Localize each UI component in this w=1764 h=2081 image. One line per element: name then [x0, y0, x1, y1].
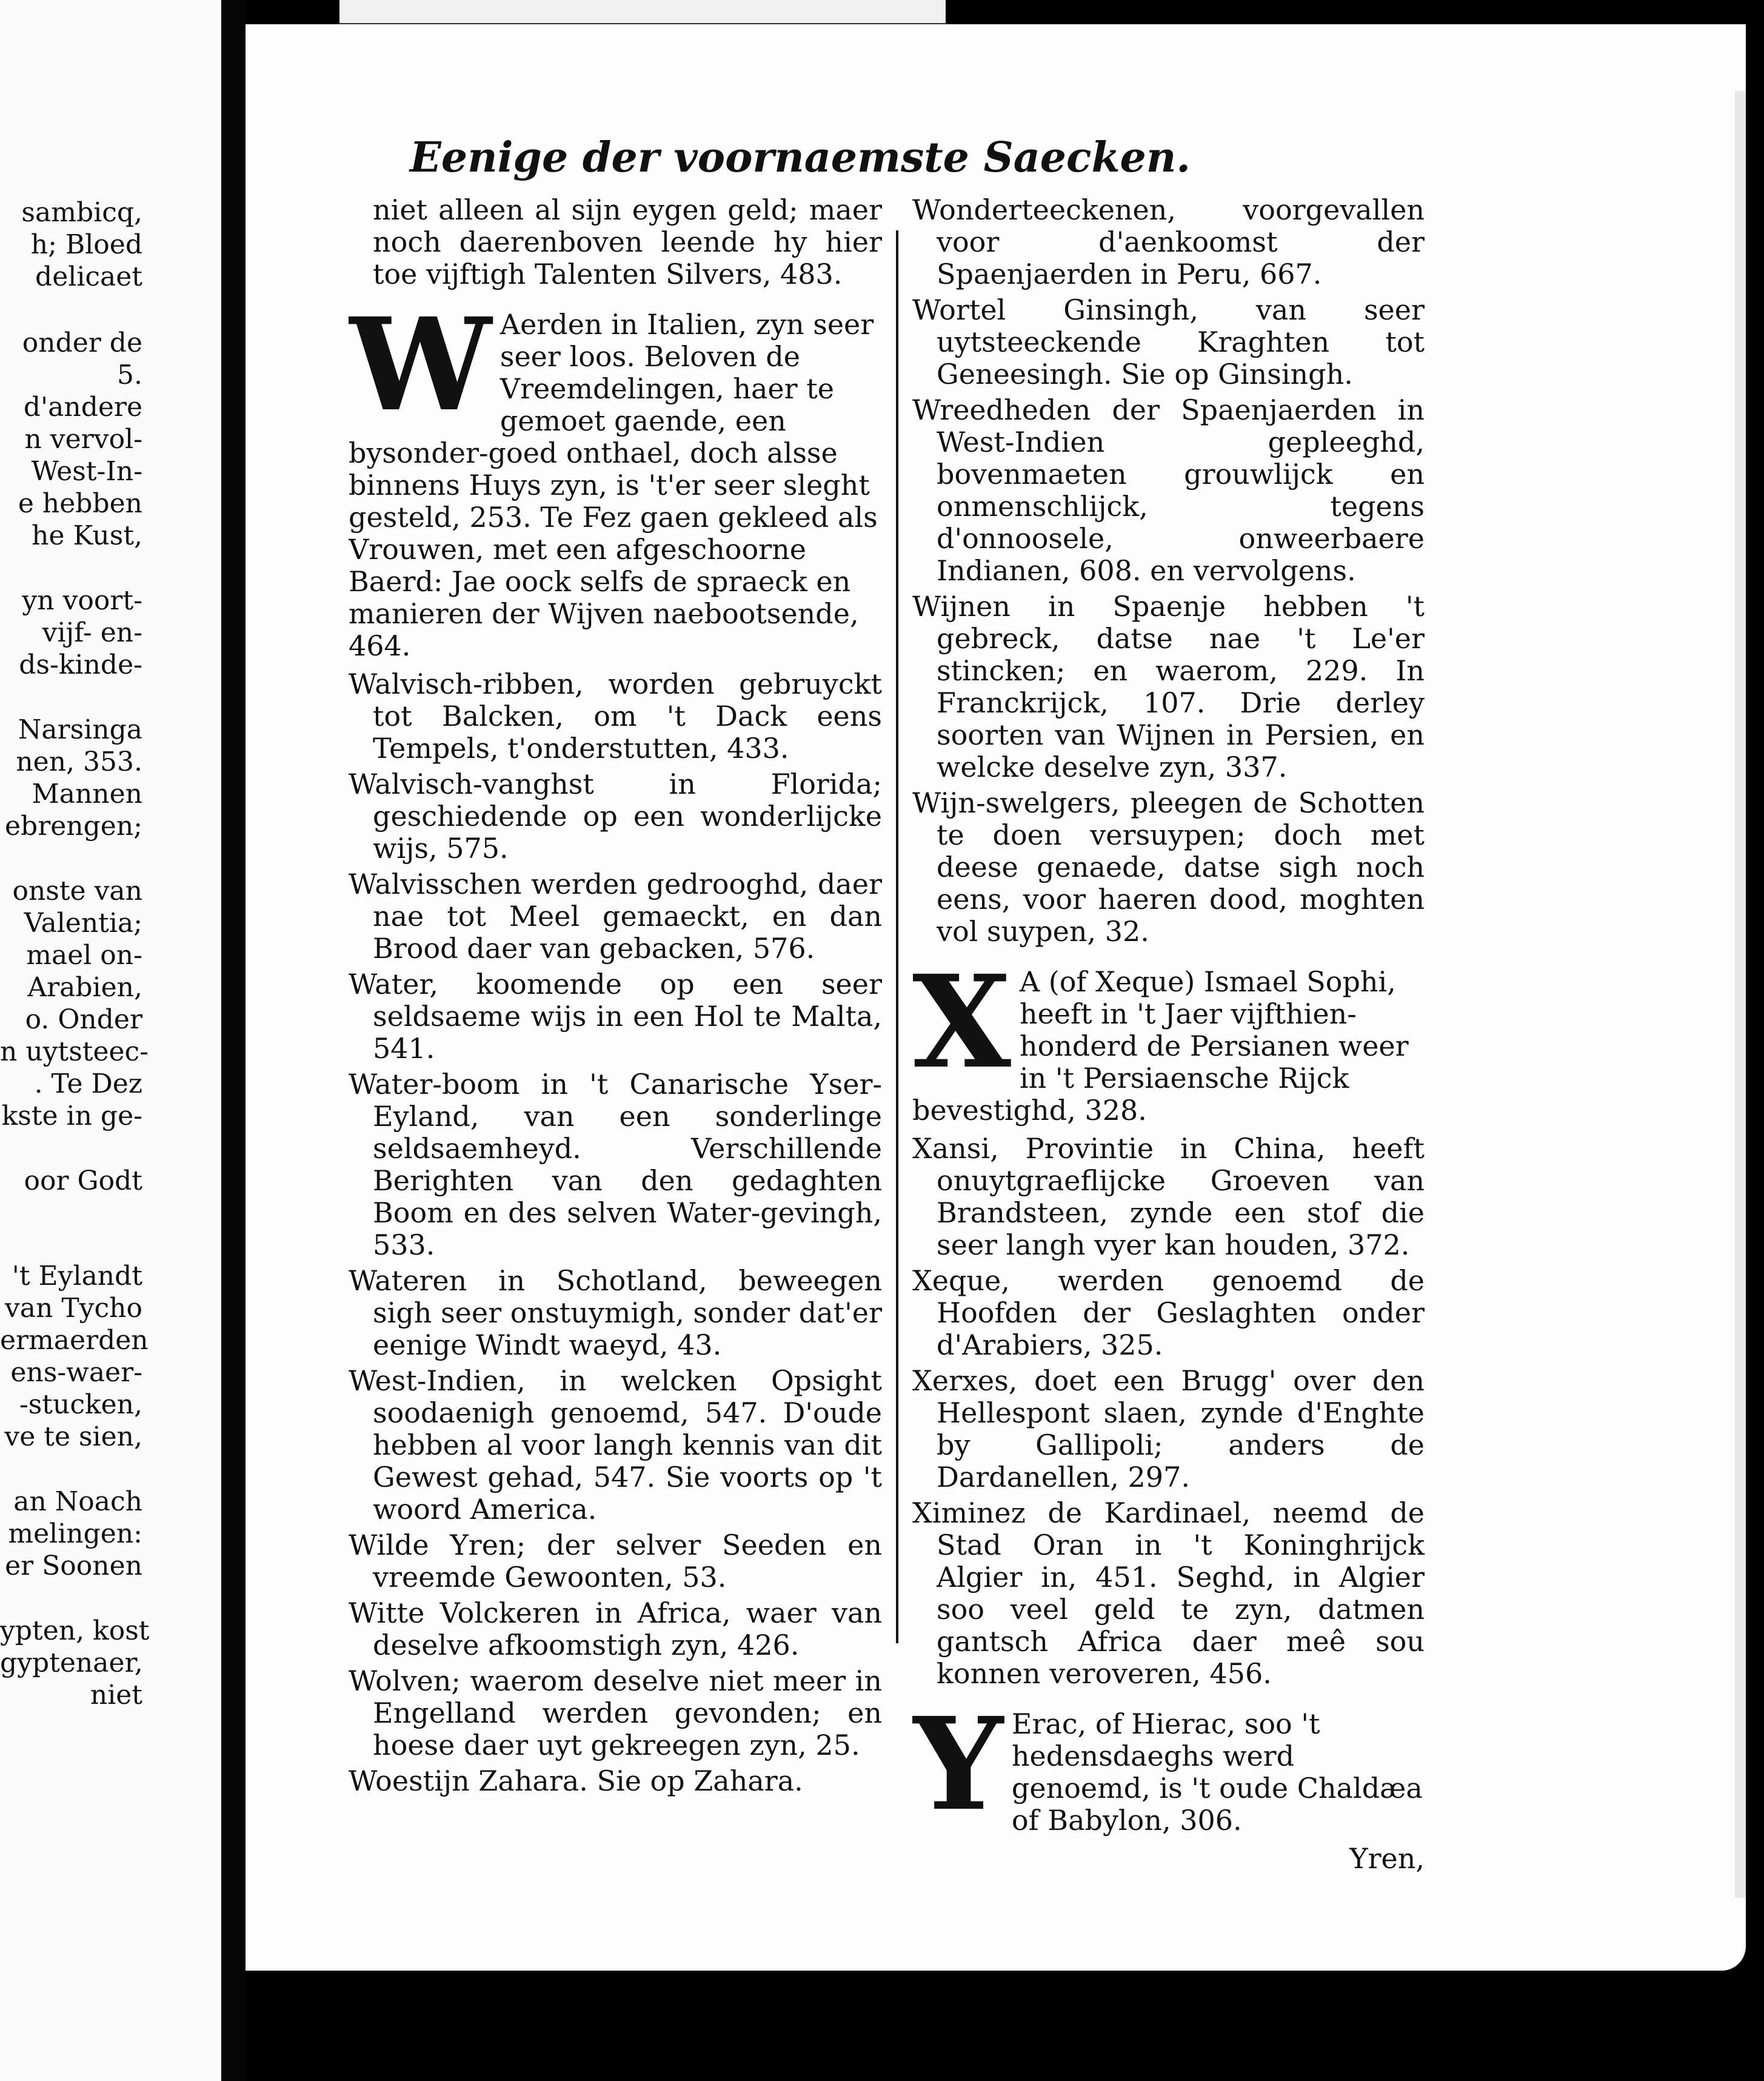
- facing-page-line: [0, 1357, 142, 1389]
- facing-page-line: [0, 261, 142, 293]
- facing-page-line: [0, 1486, 142, 1518]
- index-entry: Walvisschen werden gedrooghd, daer nae tot Meel gemaeckt, en dan Brood daer van gebacken, 576.: [349, 868, 882, 965]
- running-head: Eenige der voornaemste Saecken.: [410, 133, 1191, 182]
- facing-page-line-text: kste in ge-: [1, 1101, 142, 1131]
- facing-page-line: [0, 746, 142, 778]
- facing-page-line-text: e hebben: [18, 488, 142, 519]
- facing-page-line-text: 5.: [117, 360, 142, 390]
- index-entry: Wilde Yren; der selver Seeden en vreemde Gewoonten, 53.: [349, 1529, 882, 1593]
- index-entry: Woestijn Zahara. Sie op Zahara.: [349, 1764, 803, 1797]
- facing-page-line-text: ds-kinde-: [19, 649, 142, 680]
- column-rule: [896, 230, 898, 1643]
- initial-x-text: A (of Xeque) Ismael Sophi, heeft in 't Jaer vijfthien-honderd de Persianen weer in 't Persiaensche Rijck bevestighd, 328.: [912, 966, 1409, 1127]
- facing-page-line-text: mael on-: [26, 940, 142, 971]
- index-entry: Wortel Ginsingh, van seer uytsteeckende Kraghten tot Geneesingh. Sie op Ginsingh.: [912, 293, 1425, 390]
- left-column: [349, 194, 882, 1801]
- facing-page-line-text: 't Eylandt: [12, 1261, 142, 1292]
- index-entry: Witte Volckeren in Africa, waer van deselve afkoomstigh zyn, 426.: [349, 1597, 882, 1661]
- facing-page-line-text: an Noach: [13, 1486, 142, 1517]
- facing-page-line: [0, 1068, 142, 1100]
- facing-page-line: [0, 972, 142, 1004]
- facing-page-line: [0, 1647, 142, 1679]
- facing-page-line: [0, 585, 142, 617]
- facing-page-line-text: Valentia;: [24, 908, 142, 939]
- facing-page-line: [0, 908, 142, 939]
- index-entry: Xerxes, doet een Brugg' over den Hellespont slaen, zynde d'Enghte by Gallipoli; anders de Dardanellen, 297.: [912, 1364, 1425, 1493]
- facing-page-line: [0, 1680, 142, 1711]
- facing-page-line: [0, 488, 142, 520]
- index-entry: Xeque, werden genoemd de Hoofden der Geslaghten onder d'Arabiers, 325.: [912, 1264, 1425, 1361]
- initial-w-block: [349, 309, 882, 662]
- facing-page-line: [0, 1293, 142, 1324]
- index-entry: Water, koomende op een seer seldsaeme wijs in een Hol te Malta, 541.: [349, 968, 882, 1065]
- page-edge: [1735, 91, 1746, 1898]
- facing-page-line: [0, 811, 142, 842]
- facing-page-line-text: n uytsteec-: [0, 1036, 149, 1067]
- facing-page-line: [0, 456, 142, 488]
- facing-page-line: [0, 229, 142, 261]
- facing-page-line: [0, 197, 142, 229]
- facing-page-line-text: h; Bloed: [30, 229, 142, 260]
- facing-page-line-text: Arabien,: [27, 972, 142, 1003]
- facing-page-line-text: Mannen: [32, 779, 142, 809]
- index-entry: Wateren in Schotland, beweegen sigh seer onstuymigh, sonder dat'er eenige Windt waeyd, 43.: [349, 1264, 882, 1361]
- facing-page-line-text: . Te Dez: [34, 1068, 142, 1099]
- facing-page-line-text: sambicq,: [21, 197, 142, 228]
- facing-page-line-text: melingen:: [8, 1518, 142, 1549]
- facing-page-line-text: ve te sien,: [4, 1421, 142, 1452]
- facing-page-line-text: niet: [90, 1680, 142, 1711]
- facing-page-line: [0, 520, 142, 552]
- index-entry: Walvisch-ribben, worden gebruyckt tot Balcken, om 't Dack eens Tempels, t'onderstutten, 433.: [349, 668, 882, 765]
- facing-page-line: [0, 1036, 149, 1068]
- index-entry: Wijn-swelgers, pleegen de Schotten te doen versuypen; doch met deese genaede, datse sigh noch eens, voor haeren dood, moghten vol suypen, 32.: [912, 786, 1425, 948]
- facing-page-line-text: ermaerden: [0, 1325, 149, 1356]
- catchword: Yren,: [1349, 1842, 1425, 1875]
- facing-page-line: [0, 392, 142, 423]
- facing-page-line: [0, 876, 142, 907]
- index-entry: Wijnen in Spaenje hebben 't gebreck, datse nae 't Le'er stincken; en waerom, 229. In Franckrijck, 107. Drie derley soorten van Wijnen in Persien, en welcke deselve zyn, 337.: [912, 590, 1425, 783]
- facing-page-sliver: [0, 0, 221, 2081]
- top-page-flap: [339, 0, 946, 25]
- facing-page-line-text: ens-waer-: [10, 1357, 142, 1388]
- initial-y-text: Erac, of Hierac, soo 't hedensdaeghs werd genoemd, is 't oude Chaldæa of Babylon, 306.: [1011, 1708, 1423, 1837]
- facing-page-line: [0, 1615, 150, 1647]
- drop-cap-x: X: [912, 966, 1011, 1097]
- facing-page-line: [0, 779, 142, 810]
- index-entry: Wonderteeckenen, voorgevallen voor d'aenkoomst der Spaenjaerden in Peru, 667.: [912, 193, 1425, 290]
- initial-x-block: [912, 966, 1425, 1127]
- facing-page-line: [0, 1004, 142, 1036]
- facing-page-line-text: nen, 353.: [16, 746, 142, 777]
- facing-page-line: [0, 1165, 142, 1197]
- facing-page-line-text: ypten, kost: [0, 1615, 150, 1646]
- index-entry: Wreedheden der Spaenjaerden in West-Indien gepleeghd, bovenmaeten grouwlijck en onmenschlijck, tegens d'onnoosele, onweerbaere Indianen, 608. en vervolgens.: [912, 394, 1425, 587]
- index-entry: Wolven; waerom deselve niet meer in Engelland werden gevonden; en hoese daer uyt gekreegen zyn, 25.: [349, 1664, 882, 1761]
- facing-page-line-text: oor Godt: [24, 1165, 142, 1196]
- index-entry: West-Indien, in welcken Opsight soodaenigh genoemd, 547. D'oude hebben al voor langh kennis van dit Gewest gehad, 547. Sie voorts op 't woord America.: [349, 1364, 882, 1526]
- book-spine: [221, 0, 246, 2081]
- initial-y-block: [912, 1708, 1425, 1837]
- index-entry: Water-boom in 't Canarische Yser-Eyland, van een sonderlinge seldsaemheyd. Verschillende Berighten van den gedaghten Boom en des selven Water-gevingh, 533.: [349, 1068, 882, 1261]
- facing-page-line: [0, 940, 142, 971]
- facing-page-line-text: vijf- en-: [42, 617, 142, 648]
- facing-page-line-text: -stucken,: [19, 1389, 142, 1420]
- facing-page-line-text: er Soonen: [5, 1550, 142, 1581]
- facing-page-line-text: West-In-: [31, 456, 142, 487]
- facing-page-line: [0, 327, 142, 359]
- index-entry: Walvisch-vanghst in Florida; geschiedende op een wonderlijcke wijs, 575.: [349, 768, 882, 865]
- facing-page-line-text: van Tycho: [4, 1293, 142, 1324]
- facing-page-line-text: he Kust,: [32, 520, 142, 551]
- facing-page-line: [0, 649, 142, 681]
- right-column: [912, 194, 1425, 1875]
- facing-page-line-text: d'andere: [23, 392, 142, 423]
- facing-page-line: [0, 424, 142, 455]
- facing-page-line-text: gyptenaer,: [0, 1647, 143, 1678]
- facing-page-line: [0, 1550, 142, 1582]
- opening-continuation: niet alleen al sijn eygen geld; maer noch daerenboven leende hy hier toe vijftigh Talenten Silvers, 483.: [373, 193, 882, 290]
- facing-page-line: [0, 1421, 142, 1453]
- facing-page-line: [0, 1325, 149, 1356]
- facing-page-line-text: delicaet: [35, 261, 142, 292]
- facing-page-line-text: yn voort-: [22, 585, 142, 616]
- facing-page-line-text: ebrengen;: [5, 811, 142, 842]
- drop-cap-w: W: [349, 309, 492, 440]
- index-entry: Xansi, Provintie in China, heeft onuytgraeflijcke Groeven van Brandsteen, zynde een stof die seer langh vyer kan houden, 372.: [912, 1132, 1425, 1261]
- facing-page-line: [0, 1261, 142, 1292]
- facing-page-line-text: onder de: [22, 327, 142, 358]
- facing-page-line: [0, 360, 142, 391]
- facing-page-line-text: n vervol-: [24, 424, 142, 455]
- initial-w-text: Aerden in Italien, zyn seer seer loos. Beloven de Vreemdelingen, haer te gemoet gaende, een bysonder-goed onthael, doch alsse binnens Huys zyn, is 't'er seer sleght gesteld, 253. Te Fez gaen gekleed als Vrouwen, met een afgeschoorne Baerd: Jae oock selfs de spraeck en manieren der Wijven naebootsende, 464.: [349, 309, 878, 662]
- facing-page-line-text: Narsinga: [18, 714, 142, 745]
- facing-page-line: [0, 1518, 142, 1550]
- facing-page-line: [0, 617, 142, 649]
- facing-page-line: [0, 1101, 142, 1132]
- facing-page-line: [0, 714, 142, 746]
- index-entry: Ximinez de Kardinael, neemd de Stad Oran in 't Koninghrijck Algier in, 451. Seghd, in Algier soo veel geld te zyn, datmen gantsch Africa daer meê sou konnen veroveren, 456.: [912, 1496, 1425, 1690]
- drop-cap-y: Y: [912, 1708, 1003, 1837]
- facing-page-line-text: o. Onder: [25, 1004, 142, 1035]
- facing-page-line-text: onste van: [12, 876, 142, 906]
- facing-page-line: [0, 1389, 142, 1421]
